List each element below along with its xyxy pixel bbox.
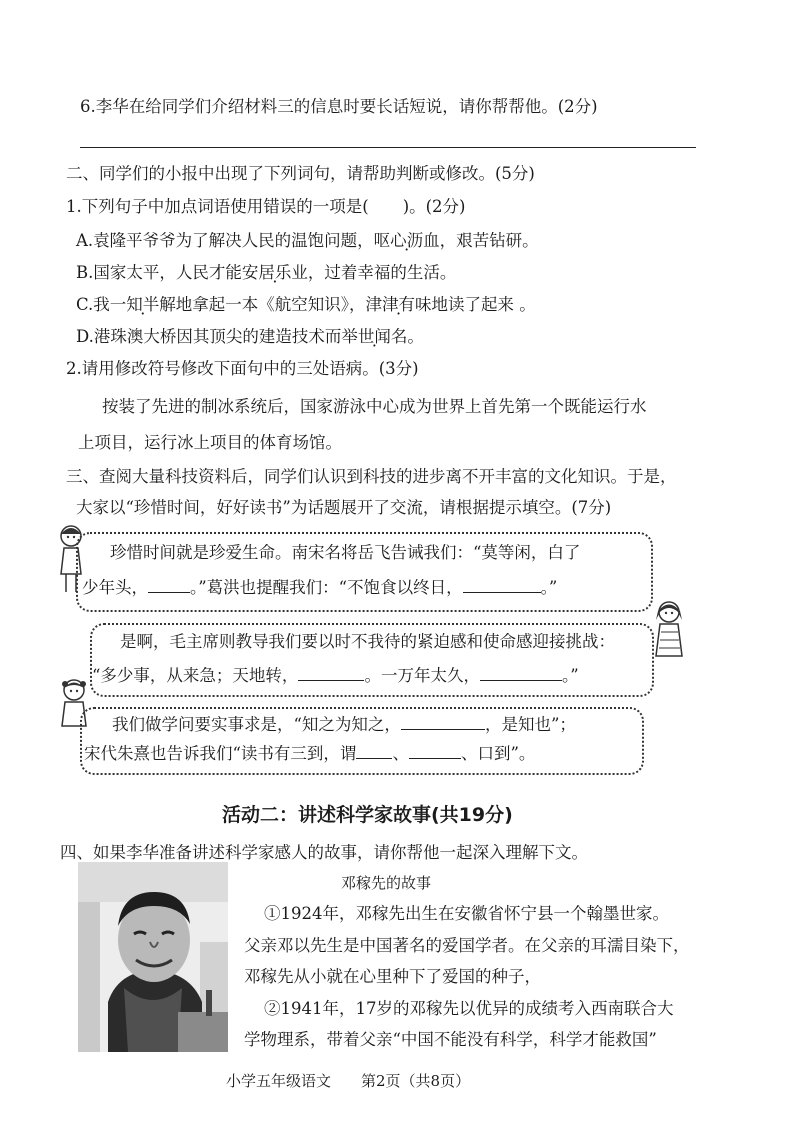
option-c-dotted-word-2: 津津有味 — [365, 295, 432, 314]
fill-blank-7[interactable] — [409, 742, 461, 759]
bubble-3-text-b2: 、 — [392, 744, 409, 763]
bubble-1-text-a: 少年头， — [82, 578, 148, 597]
fill-blank-1[interactable] — [148, 576, 190, 593]
option-c-part2: 地拿起一本《航空知识》， — [175, 295, 366, 314]
bubble-3-line-1 — [112, 713, 576, 736]
question-2-2-stem: 2.请用修改符号修改下面句中的三处语病。(3分) — [66, 359, 419, 378]
bubble-2-text-b: 。一万年太久， — [364, 666, 480, 685]
child-illustration-1 — [56, 522, 86, 598]
option-c-part1: C.我 — [76, 295, 110, 314]
bubble-3-text-c2: 、口到”。 — [460, 744, 536, 763]
option-b-dotted-word: 安居乐业 — [241, 263, 308, 282]
option-d-dotted-word: 举世闻名 — [341, 327, 408, 346]
story-title: 邓稼先的故事 — [341, 874, 432, 892]
faulty-sentence-line-2[interactable]: 上项目，运行冰上项目的体育场馆。 — [78, 433, 342, 452]
activity-2-heading: 活动二：讲述科学家故事(共19分) — [222, 804, 513, 826]
story-paragraph-2-line-2: 学物理系，带着父亲“中国不能没有科学，科学才能救国” — [244, 1030, 657, 1049]
question-6: 6.李华在给同学们介绍材料三的信息时要长话短说，请你帮帮他。(2分) — [80, 97, 598, 116]
fill-blank-4[interactable] — [480, 664, 562, 681]
answer-line-q6[interactable] — [80, 147, 696, 148]
story-paragraph-1-line-2: 父亲邓以先生是中国著名的爱国学者。在父亲的耳濡目染下， — [244, 936, 690, 955]
section-4-title: 四、如果李华准备讲述科学家感人的故事，请你帮他一起深入理解下文。 — [60, 843, 588, 862]
bubble-1-line-1: 珍惜时间就是珍爱生命。南宋名将岳飞告诫我们：“莫等闲，白了 — [110, 543, 581, 562]
option-a-part1: A.袁隆平爷爷为了解决人民的温饱问题， — [76, 231, 374, 250]
story-paragraph-2-line-1: ②1941年，17岁的邓稼先以优异的成绩考入西南联合大 — [264, 999, 674, 1018]
bubble-1-text-b: 。”葛洪也提醒我们：“不饱食以终日， — [190, 578, 463, 597]
fill-blank-2[interactable] — [463, 576, 541, 593]
story-paragraph-1-line-1: ①1924年，邓稼先出生在安徽省怀宁县一个翰墨世家。 — [264, 904, 669, 923]
option-d-part1: D.港珠澳大桥因其顶尖的建造技术而 — [76, 327, 342, 346]
option-a-part2: ，艰苦钻研。 — [439, 231, 539, 250]
scientist-portrait-photo — [78, 862, 228, 1052]
fill-blank-5[interactable] — [401, 713, 485, 730]
option-b-part1: B.国家太平，人民才能 — [76, 263, 242, 282]
section-3-line-2: 大家以“珍惜时间，好好读书”为话题展开了交流，请根据提示填空。(7分) — [76, 498, 612, 517]
story-paragraph-1-line-3: 邓稼先从小就在心里种下了爱国的种子， — [244, 967, 541, 986]
bubble-2-line-1: 是啊，毛主席则教导我们要以时不我待的紧迫感和使命感迎接挑战： — [120, 632, 615, 651]
option-d[interactable] — [76, 326, 424, 348]
bubble-2-text-a: “多少事，从来急；天地转， — [92, 666, 299, 685]
option-b[interactable] — [76, 262, 456, 284]
fill-blank-6[interactable] — [356, 742, 392, 759]
question-2-1-stem — [66, 196, 466, 218]
option-a-dotted-word: 呕心沥血 — [373, 231, 440, 250]
option-c-dotted-word-1: 一知半解 — [109, 295, 176, 314]
bubble-3-text-b: ，是知也”； — [484, 715, 576, 734]
option-d-part2: 。 — [407, 327, 424, 346]
bubble-1-text-c: 。” — [540, 578, 558, 597]
faulty-sentence-line-1[interactable]: 按装了先进的制冰系统后，国家游泳中心成为世界上首先第一个既能运行水 — [102, 397, 647, 416]
option-a[interactable] — [76, 230, 539, 252]
bubble-2-text-c: 。” — [561, 666, 579, 685]
page-footer: 小学五年级语文 第2页（共8页） — [226, 1072, 471, 1090]
stem-part-b: )。(2分) — [402, 197, 466, 216]
section-2-title: 二、同学们的小报中出现了下列词句，请帮助判断或修改。(5分) — [66, 164, 535, 183]
option-b-part2: ，过着幸福的生活。 — [307, 263, 457, 282]
child-illustration-3 — [58, 676, 90, 732]
child-illustration-2 — [652, 598, 686, 668]
stem-part-a: 1.下列句子中加点词语使用错误的一项是( — [66, 197, 369, 216]
fill-blank-3[interactable] — [298, 664, 364, 681]
bubble-2-line-2 — [92, 664, 579, 687]
option-c[interactable] — [76, 294, 536, 316]
section-3-line-1: 三、查阅大量科技资料后，同学们认识到科技的进步离不开丰富的文化知识。于是， — [66, 467, 677, 486]
bubble-3-text-a2: 宋代朱熹也告诉我们“读书有三到，谓 — [84, 744, 357, 763]
bubble-1-line-2 — [82, 576, 557, 599]
option-c-part3: 地读了起来 。 — [431, 295, 536, 314]
bubble-3-text-a: 我们做学问要实事求是，“知之为知之， — [112, 715, 401, 734]
bubble-3-line-2 — [84, 742, 535, 765]
